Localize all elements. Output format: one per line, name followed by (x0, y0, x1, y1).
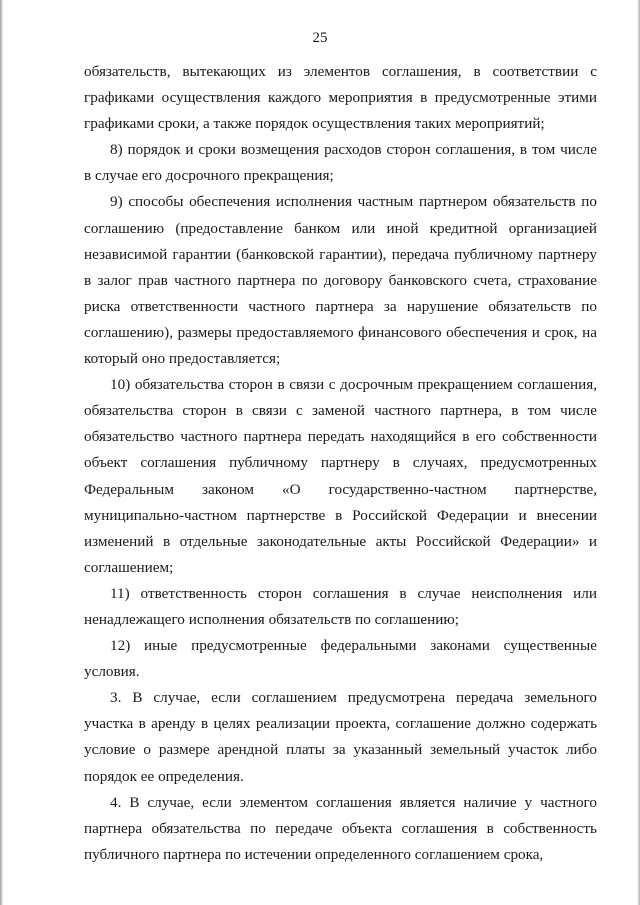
paragraph-item-10: 10) обязательства сторон в связи с досрочным прекращением соглашения, обязательства сторон в связи с заменой частного партнера, в том числе обязательство частного партнера передать находящийся в его собственности объект соглашения публичному партнеру в случаях, предусмотренных Федеральным законом «О государственно-частном партнерстве, муниципально-частном партнерстве в Российской Федерации и внесении изменений в отдельные законодательные акты Российской Федерации» и соглашением; (84, 376, 597, 576)
document-body (84, 59, 597, 868)
paragraph-section-3: 3. В случае, если соглашением предусмотрена передача земельного участка в аренду в целях реализации проекта, соглашение должно содержать условие о размере арендной платы за указанный земельный участок либо порядок ее определения. (84, 689, 597, 785)
paragraph-item-12: 12) иные предусмотренные федеральными законами существенные условия. (84, 637, 597, 681)
paragraph-item-11: 11) ответственность сторон соглашения в случае неисполнения или ненадлежащего исполнения обязательств по соглашению; (84, 584, 597, 628)
page-number: 25 (312, 30, 328, 46)
paragraph-item-8: 8) порядок и сроки возмещения расходов сторон соглашения, в том числе в случае его досрочного прекращения; (84, 141, 597, 185)
scan-left-edge (0, 0, 4, 905)
paragraph-section-4: 4. В случае, если элементом соглашения является наличие у частного партнера обязательства по передаче объекта соглашения в собственность публичного партнера по истечении определенного соглашением срока, (84, 793, 597, 863)
paragraph-item-9: 9) способы обеспечения исполнения частным партнером обязательств по соглашению (предоставление банком или иной кредитной организацией независимой гарантии (банковской гарантии), передача публичному партнеру в залог прав частного партнера по договору банковского счета, страхование риска ответственности частного партнера за нарушение обязательств по соглашению), размеры предоставляемого финансового обеспечения и срок, на который оно предоставляется; (84, 193, 597, 368)
paragraph-continuation: обязательств, вытекающих из элементов соглашения, в соответствии с графиками осуществления каждого мероприятия в предусмотренные этими графиками сроки, а также порядок осуществления таких мероприятий; (84, 63, 597, 133)
